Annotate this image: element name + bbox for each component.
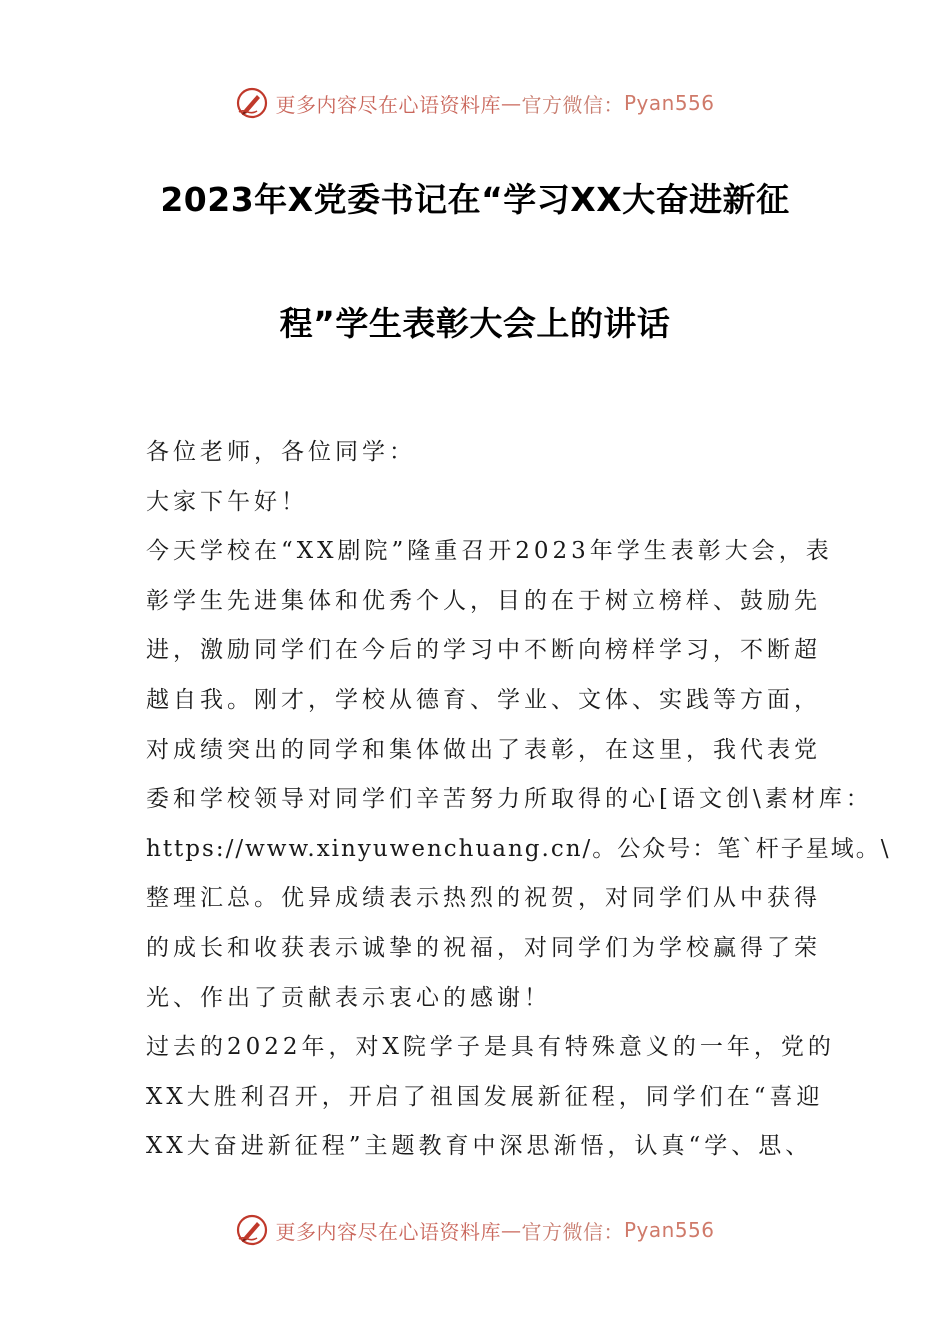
body-line: 大家下午好！: [146, 488, 308, 515]
pen-logo-icon: [235, 86, 269, 120]
body-line: 对成绩突出的同学和集体做出了表彰，在这里，我代表党: [146, 736, 821, 763]
body-line: XX大胜利召开，开启了祖国发展新征程，同学们在“喜迎: [146, 1083, 824, 1110]
body-line: 各位老师，各位同学：: [146, 439, 416, 465]
watermark-wechat-id: Pyan556: [623, 1218, 715, 1242]
header-watermark: [0, 83, 950, 123]
document-title-line-1: 2023年X党委书记在“学习XX大奋进新征: [160, 180, 790, 219]
body-line: 光、作出了贡献表示衷心的感谢！: [146, 984, 551, 1011]
watermark-wechat-id: Pyan556: [623, 91, 715, 115]
watermark-wechat-label: 官方微信：: [521, 1219, 624, 1244]
watermark-prefix: 更多内容尽在心语资料库: [275, 1219, 501, 1244]
body-line: 委和学校领导对同学们辛苦努力所取得的心[语文创\素材库：: [146, 786, 873, 813]
watermark-dash: —: [500, 91, 522, 115]
document-title-line-2: 程”学生表彰大会上的讲话: [279, 304, 671, 343]
body-line: 过去的2022年，对X院学子是具有特殊意义的一年，党的: [146, 1034, 835, 1061]
pen-logo-icon: [235, 1213, 269, 1247]
watermark-prefix: 更多内容尽在心语资料库: [275, 92, 501, 117]
document-body: [146, 428, 891, 1172]
body-line: XX大奋进新征程”主题教育中深思渐悟，认真“学、思、: [146, 1133, 813, 1160]
body-line: 越自我。刚才，学校从德育、学业、文体、实践等方面，: [146, 686, 821, 713]
body-line: 彰学生先进集体和优秀个人，目的在于树立榜样、鼓励先: [146, 587, 821, 614]
watermark-dash: —: [500, 1218, 522, 1242]
body-line-url: https://www.xinyuwenchuang.cn/。公众号：笔`杆子星域。\: [146, 835, 891, 862]
body-line: 的成长和收获表示诚挚的祝福，对同学们为学校赢得了荣: [146, 934, 821, 961]
watermark-wechat-label: 官方微信：: [521, 92, 624, 117]
footer-watermark: [0, 1210, 950, 1250]
body-line: 进，激励同学们在今后的学习中不断向榜样学习，不断超: [146, 637, 821, 664]
body-line: 今天学校在“XX剧院”隆重召开2023年学生表彰大会，表: [146, 538, 833, 565]
body-line: 整理汇总。优异成绩表示热烈的祝贺，对同学们从中获得: [146, 885, 821, 912]
